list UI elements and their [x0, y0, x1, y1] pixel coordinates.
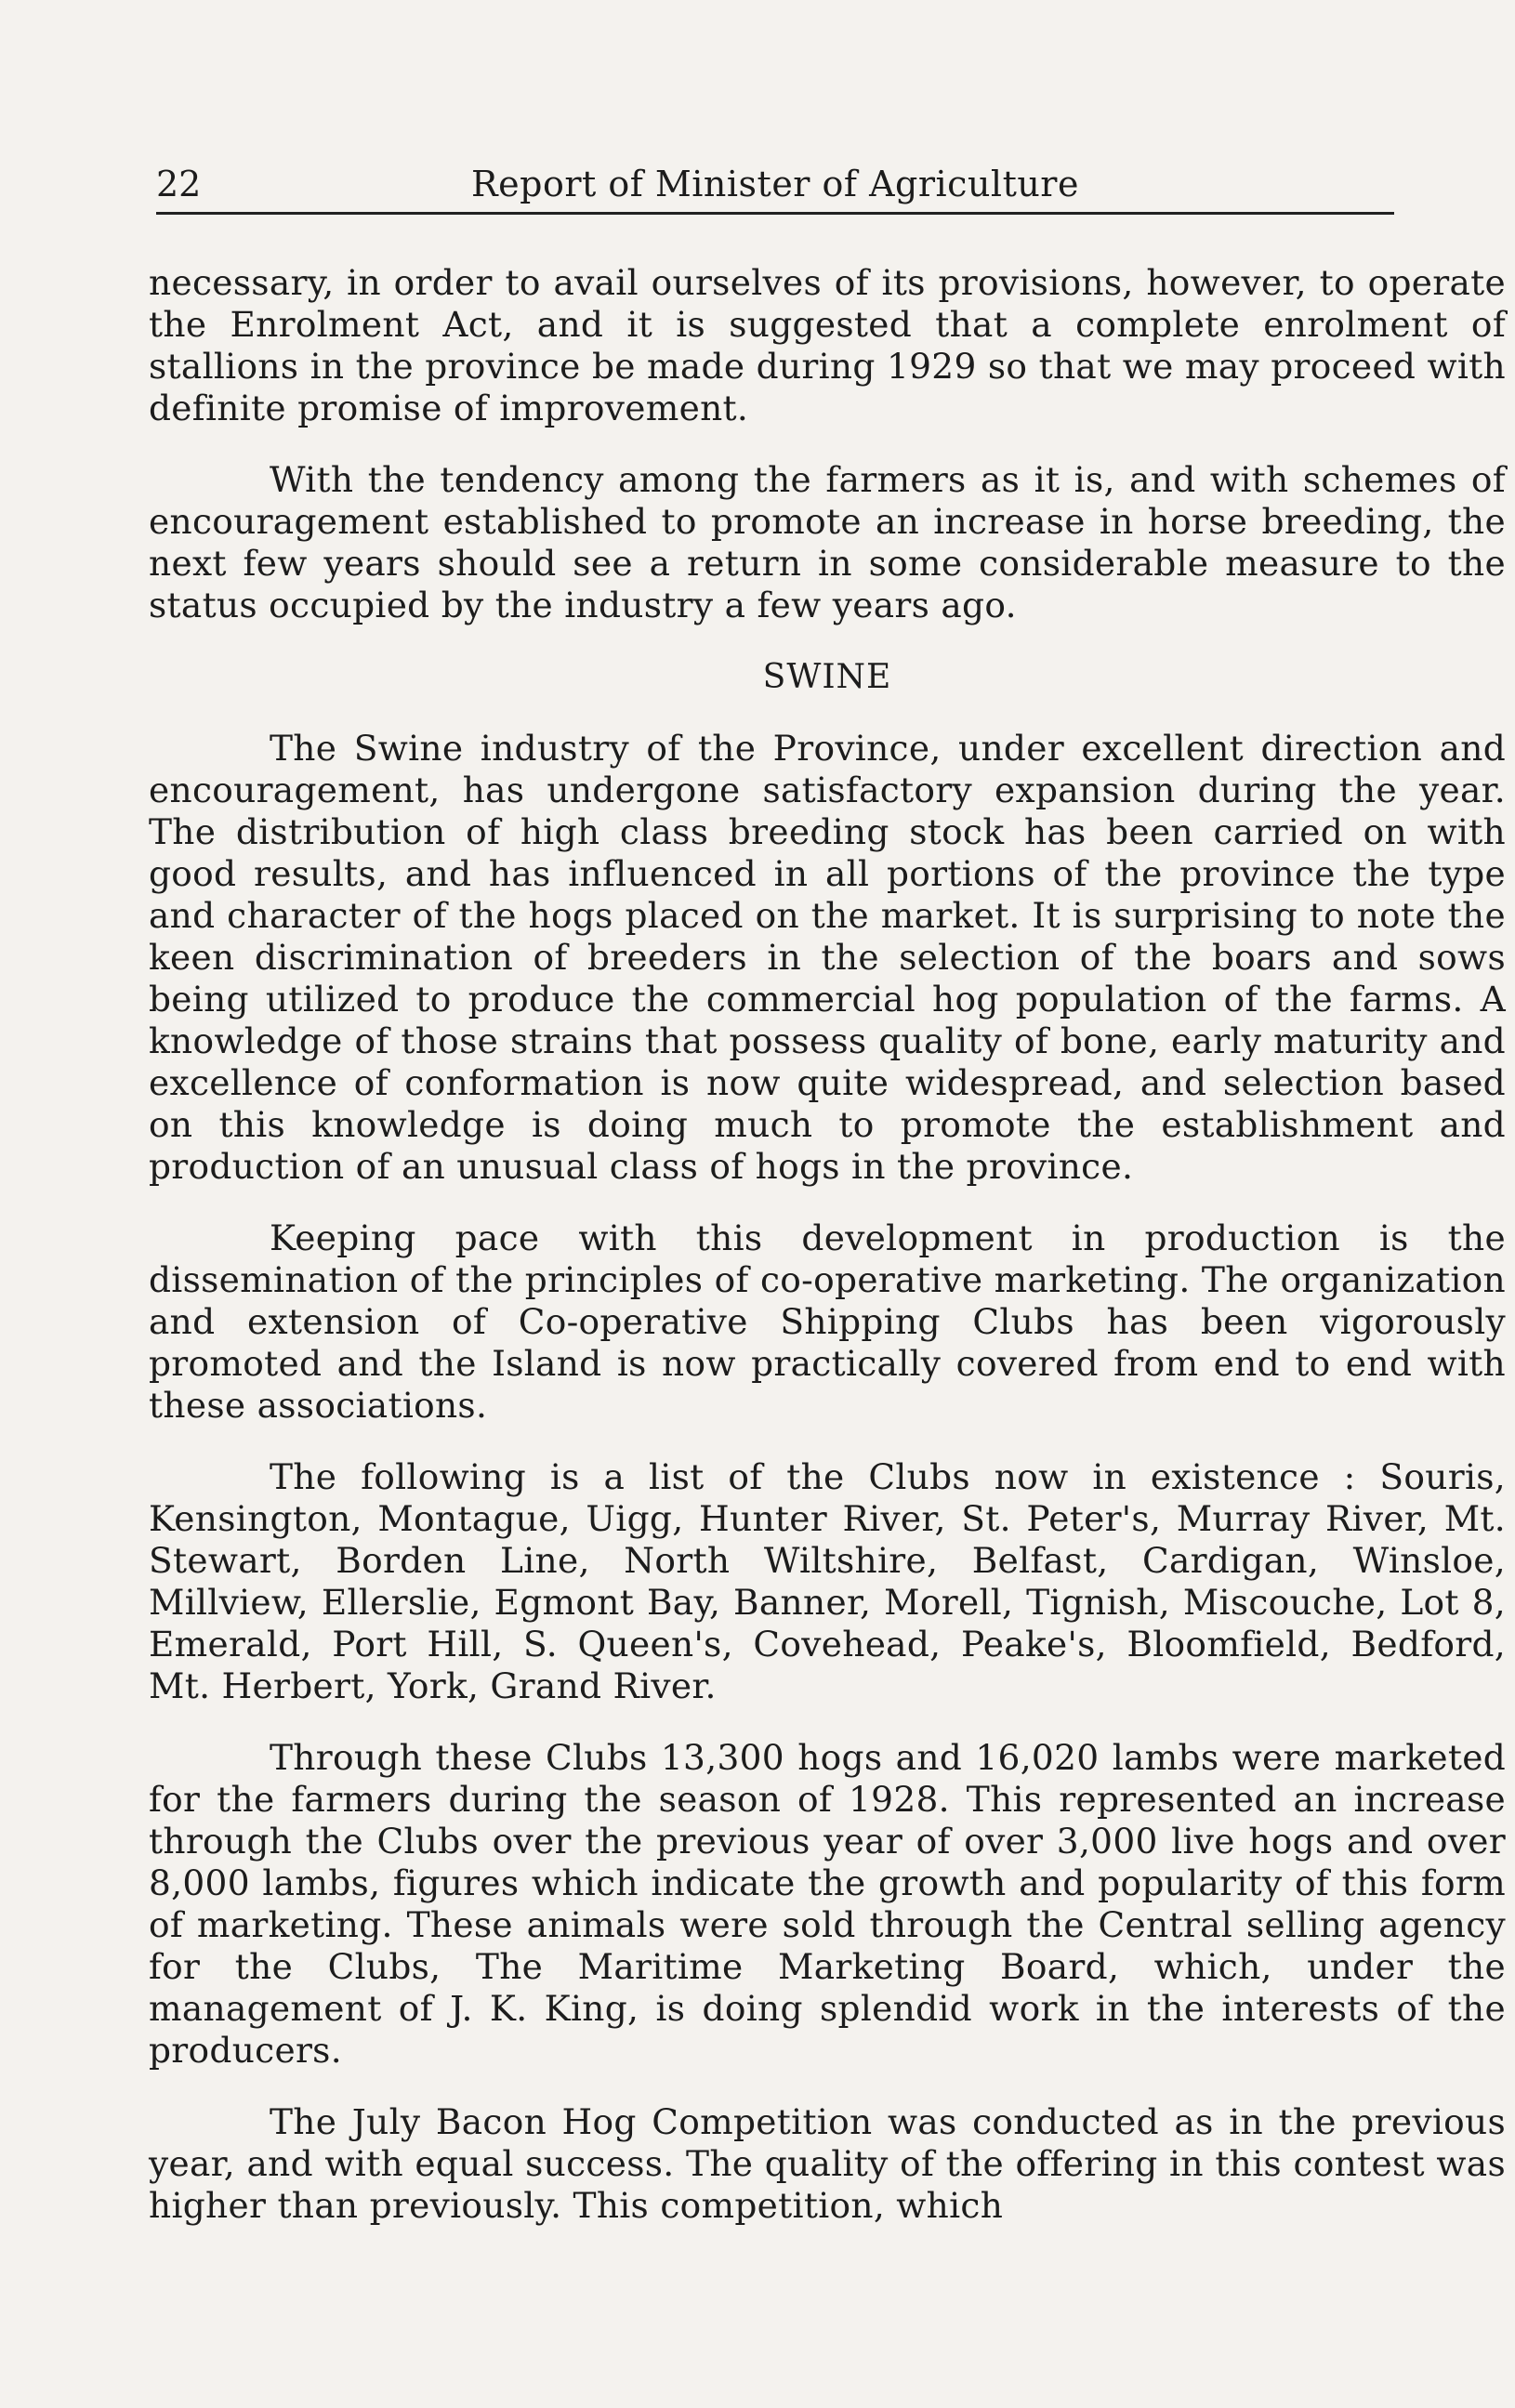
page-body: [149, 262, 1506, 2227]
paragraph: The Swine industry of the Province, under excellent direction and encouragement, has undergone satisfactory expansion during the year. The distribution of high class breeding stock has been carried on with good results, and has influenced in all portions of the province the type and character of the hogs placed on the market. It is surprising to note the keen discrimination of breeders in the selection of the boars and sows being utilized to produce the commercial hog population of the farms. A knowledge of those strains that possess quality of bone, early maturity and excellence of conformation is now quite widespread, and selection based on this knowledge is doing much to promote the establishment and production of an unusual class of hogs in the province.: [149, 728, 1506, 1187]
paragraph: With the tendency among the farmers as it is, and with schemes of encouragement established to promote an increase in horse breeding, the next few years should see a return in some considerable measure to the status occupied by the industry a few years ago.: [149, 459, 1506, 625]
paragraph: Through these Clubs 13,300 hogs and 16,020 lambs were marketed for the farmers during the season of 1928. This represented an increase through the Clubs over the previous year of over 3,000 live hogs and over 8,000 lambs, figures which indicate the growth and popularity of this form of marketing. These animals were sold through the Central selling agency for the Clubs, The Maritime Marketing Board, which, under the management of J. K. King, is doing splendid work in the interests of the producers.: [149, 1737, 1506, 2071]
paragraph: The July Bacon Hog Competition was conducted as in the previous year, and with equal success. The quality of the offering in this contest was higher than previously. This competition, which: [149, 2101, 1506, 2226]
paragraph: Keeping pace with this development in production is the dissemination of the principles of co-operative marketing. The organization and extension of Co-operative Shipping Clubs has been vigorously promoted and the Island is now practically covered from end to end with these associations.: [149, 1217, 1506, 1426]
page-number: 22: [156, 164, 202, 204]
paragraph-continuation: necessary, in order to avail ourselves of its provisions, however, to operate the Enrolment Act, and it is suggested that a complete enrolment of stallions in the province be made during 1929 so that we may proceed with definite promise of improvement.: [149, 262, 1506, 428]
paragraph: The following is a list of the Clubs now in existence : Souris, Kensington, Montague, Uigg, Hunter River, St. Peter's, Murray River, Mt. Stewart, Borden Line, North Wiltshire, Belfast, Cardigan, Winsloe, Millview, Ellerslie, Egmont Bay, Banner, Morell, Tignish, Miscouche, Lot 8, Emerald, Port Hill, S. Queen's, Covehead, Peake's, Bloomfield, Bedford, Mt. Herbert, York, Grand River.: [149, 1456, 1506, 1706]
section-heading: SWINE: [762, 658, 892, 696]
running-title: Report of Minister of Agriculture: [471, 164, 1079, 204]
page-header: [156, 156, 1394, 215]
